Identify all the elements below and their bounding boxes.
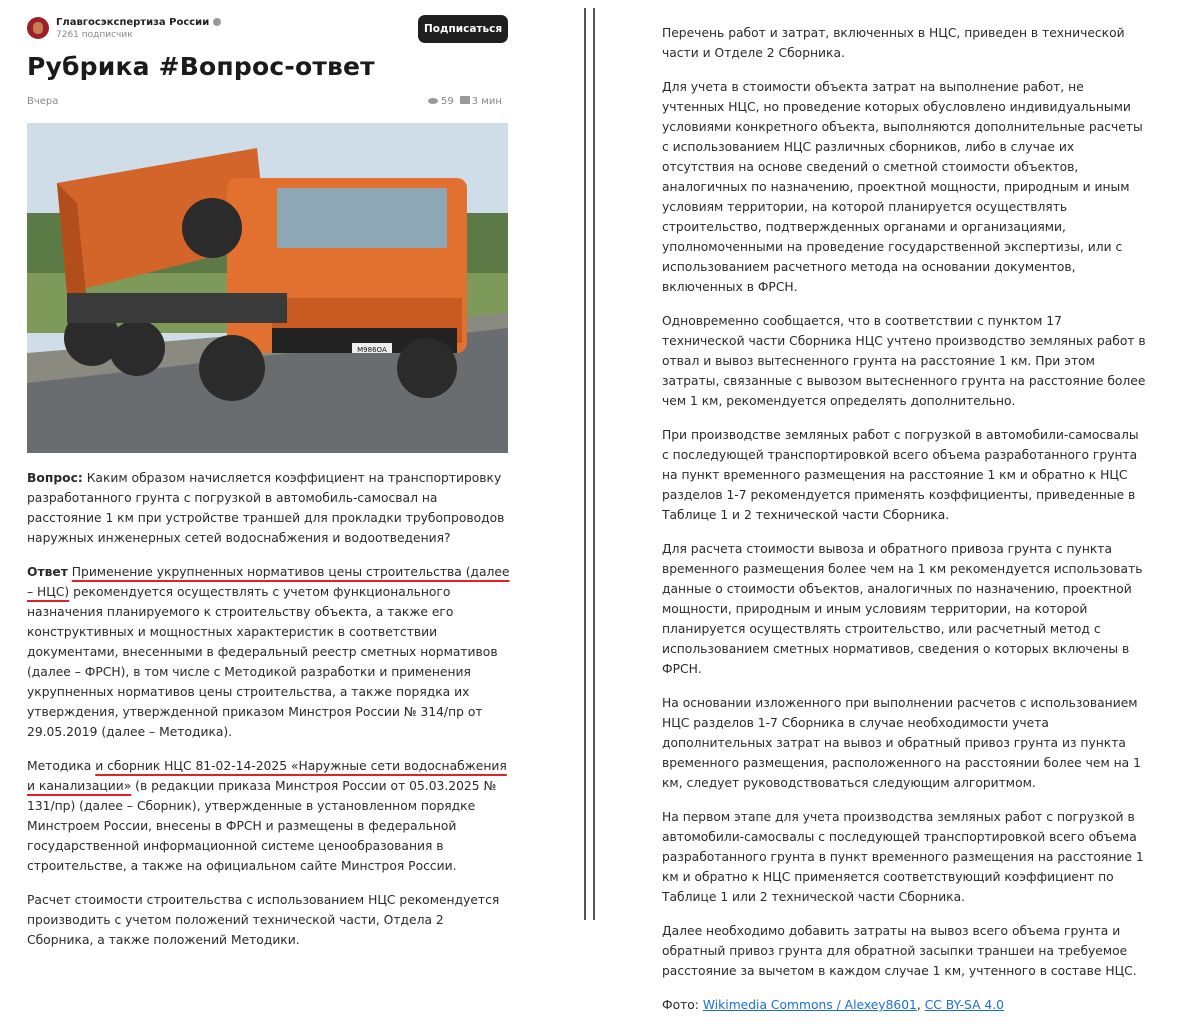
channel-avatar[interactable] (27, 17, 49, 39)
collection-highlight: и сборник НЦС 81-02-14-2025 «Наружные сети водоснабжения и канализации» (27, 759, 507, 793)
answer-label: Ответ (27, 565, 68, 579)
photo-credit-label: Фото: (662, 998, 703, 1012)
channel-name[interactable] (56, 17, 221, 28)
collection-text: (в редакции приказа Минстроя России от 05.03.2025 № 131/пр) (далее – Сборник), утвержденные в установленном порядке Минстроем России, внесены в ФРСН и размещены в федеральной государственной информационной системе ценообразования в строительстве, а также на официальном сайте Минстроя России. (27, 779, 497, 873)
channel-name-text[interactable]: Главгосэкспертиза России (56, 17, 210, 28)
license-link[interactable]: CC BY-SA 4.0 (924, 998, 1004, 1012)
question-text: Каким образом начисляется коэффициент на транспортировку разработанного грунта с погрузкой в автомобиль-самосвал на расстояние 1 км при устройстве траншей для прокладки трубопроводов наружных инженерных сетей водоснабжения и водоотведения? (27, 471, 505, 545)
plate-text: М986ОА (357, 346, 387, 354)
paragraph: Далее необходимо добавить затраты на вывоз всего объема грунта и обратный привоз грунта для обратной засыпки траншеи на требуемое расстояние за вычетом в каждом случае 1 км, учтенного в составе НЦС. (662, 924, 1137, 978)
paragraph: Перечень работ и затрат, включенных в НЦС, приведен в технической части и Отделе 2 Сборника. (662, 26, 1125, 60)
question-label: Вопрос: (27, 471, 83, 485)
views-count: 59 (441, 96, 454, 107)
read-time-text: 3 мин (471, 96, 502, 107)
answer-paragraph (27, 562, 512, 742)
article-title: Рубрика #Вопрос-ответ (27, 52, 375, 81)
views (428, 96, 454, 107)
article-body-right (662, 23, 1146, 1029)
article-body-left (27, 468, 512, 964)
collection-paragraph (27, 756, 512, 876)
paragraph: На основании изложенного при выполнении расчетов с использованием НЦС разделов 1-7 Сборника в случае необходимости учета дополнительных затрат на вывоз и обратный привоз грунта из пункта временного размещения, расположенного на расстоянии более чем на 1 км, следует руководствоваться следующим алгоритмом. (662, 696, 1141, 790)
paragraph: На первом этапе для учета производства земляных работ с погрузкой в автомобили-самосвалы с последующей транспортировкой всего объема разработанного грунта в пункт временного размещения на расстояние 1 км и обратно к НЦС применяется соответствующий коэффициент по Таблице 1 или 2 технической части Сборника. (662, 810, 1144, 904)
read-time (460, 96, 502, 107)
paragraph: При производстве земляных работ с погрузкой в автомобили-самосвалы с последующей транспортировкой всего объема разработанного грунта на пункт временного размещения на расстояние 1 км и обратно к НЦС разделов 1-7 рекомендуется применять коэффициенты, приведенные в Таблице 1 и 2 технической части Сборника. (662, 428, 1139, 522)
paragraph: Одновременно сообщается, что в соответствии с пунктом 17 технической части Сборника НЦС учтено производство земляных работ в отвал и вывоз вытесненного грунта на расстояние 1 км. При этом затраты, связанные с вывозом вытесненного грунта на расстояние более чем 1 км, рекомендуется определять дополнительно. (662, 314, 1146, 408)
wikimedia-link[interactable]: Wikimedia Commons / Alexey8601 (702, 998, 917, 1012)
subscribe-button[interactable]: Подписаться (418, 15, 508, 43)
subscriber-count: 7261 подписчик (56, 30, 133, 40)
answer-highlight: Применение укрупненных нормативов цены строительства (далее – НЦС) (27, 565, 510, 599)
answer-text: рекомендуется осуществлять с учетом функционального назначения планируемого к строительству объекта, а также его конструктивных и мощностных характеристик в соответствии документами, внесенными в федеральный реестр сметных нормативов (далее – ФРСН), в том числе с Методикой разработки и применения укрупненных нормативов цены строительства, а также порядка их утверждения, утвержденной приказом Минстроя России № 314/пр от 29.05.2019 (далее – Методика). (27, 585, 498, 739)
column-divider (593, 8, 595, 920)
question-paragraph (27, 468, 512, 548)
paragraph: Для учета в стоимости объекта затрат на выполнение работ, не учтенных НЦС, но проведение которых обусловлено индивидуальными условиями конкретного объекта, выполняются дополнительные расчеты с использованием НЦС различных сборников, либо в случае их отсутствия на основе сведений о сметной стоимости объектов, аналогичных по назначению, проектной мощности, природным и иным условиям территории, на которой планируется осуществлять строительство, подтвержденных органами и организациями, уполномоченными на проведение государственной экспертизы, или с использованием расчетного метода на основании документов, включенных в ФРСН. (662, 80, 1143, 294)
photo-credit (662, 995, 1146, 1015)
truck-photo (27, 123, 508, 453)
verified-icon (213, 18, 221, 26)
collection-start: Методика (27, 759, 96, 773)
eye-icon (428, 98, 438, 104)
column-divider (584, 8, 586, 920)
publish-date: Вчера (27, 96, 59, 107)
paragraph: Для расчета стоимости вывоза и обратного привоза грунта с пункта временного размещения более чем на 1 км рекомендуется использовать данные о стоимости объектов, аналогичных по назначению, проектной мощности, природным и иным условиям территории, на которой планируется осуществлять строительство, или расчетный метод с использованием сметных нормативов, сведения о которых включены в ФРСН. (662, 542, 1143, 676)
book-icon (460, 96, 470, 104)
calculation-paragraph: Расчет стоимости строительства с использованием НЦС рекомендуется производить с учетом положений технической части, Отдела 2 Сборника, а также положений Методики. (27, 893, 500, 947)
article-stats (428, 96, 502, 107)
separator: , (916, 998, 925, 1012)
